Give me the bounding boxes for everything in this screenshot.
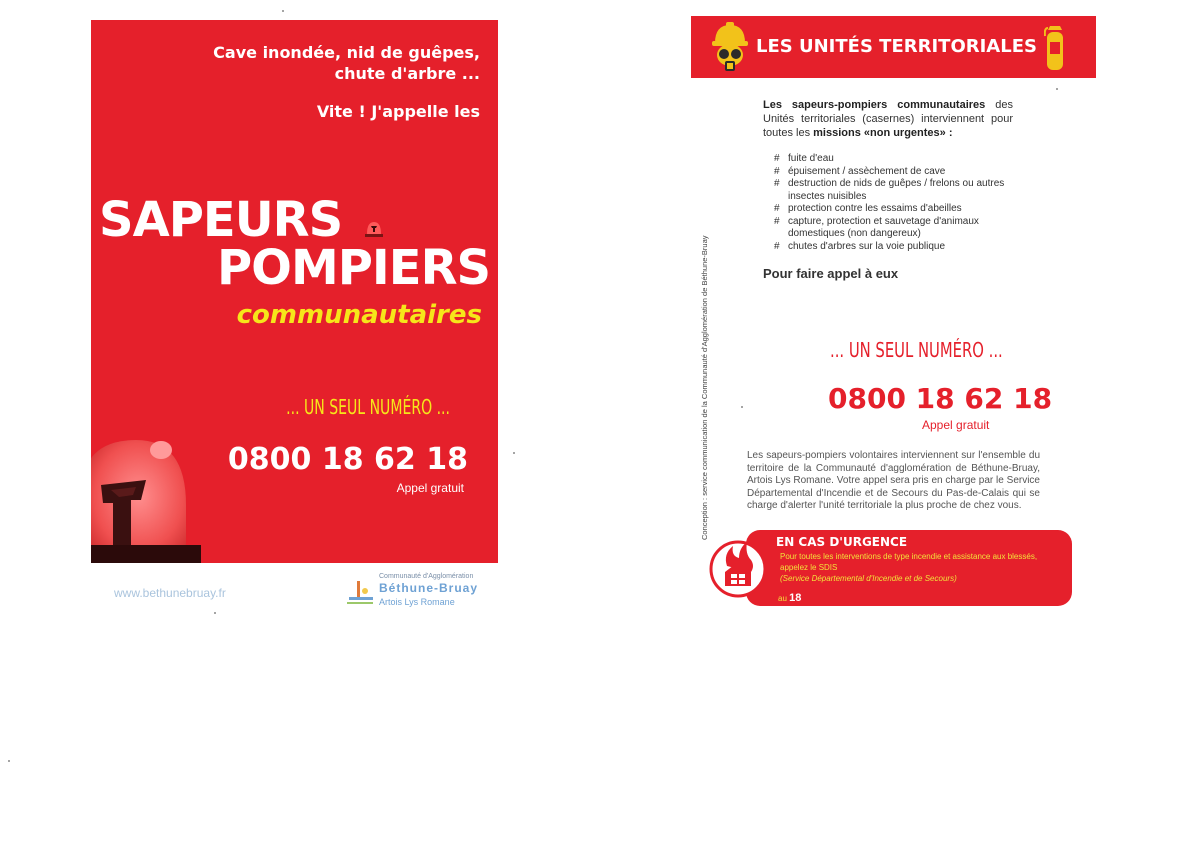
- intro-body: des Unités territoriales (casernes) interviennent pour toutes les: [763, 99, 1013, 139]
- cover-hook-line3: Vite ! J'appelle les: [316, 102, 480, 121]
- agglomeration-logo: [345, 573, 485, 613]
- cover-appel-gratuit: Appel gratuit: [396, 481, 464, 495]
- cover-title-communautaires: communautaires: [236, 300, 482, 330]
- logo-main-text: Béthune-Bruay: [379, 581, 479, 595]
- emergency-box: [746, 530, 1072, 606]
- seul-numero-heading: ... UN SEUL NUMÉRO ...: [830, 338, 1003, 362]
- emergency-number: 18: [789, 592, 802, 604]
- siren-icon: [91, 425, 201, 563]
- cover-seul-numero: ... UN SEUL NUMÉRO ...: [286, 395, 450, 419]
- appel-heading: Pour faire appel à eux: [763, 266, 899, 281]
- phone-number: 0800 18 62 18: [828, 382, 1053, 415]
- logo-small-text: Communauté d'Agglomération: [379, 573, 474, 580]
- emergency-instructions: Pour toutes les interventions de type incendie et assistance aux blessés, appelez le SDIS: [780, 552, 1038, 572]
- list-item: # chutes d'arbres sur la voie publique: [774, 241, 1019, 254]
- missions-list: [774, 153, 1019, 253]
- emergency-au: au: [778, 594, 787, 603]
- website-link[interactable]: www.bethunebruay.fr: [114, 586, 226, 600]
- cover-phone-number: 0800 18 62 18: [227, 442, 468, 477]
- list-item: # protection contre les essaims d'abeilles: [774, 203, 1019, 216]
- scan-speck: [214, 612, 216, 614]
- list-item: # épuisement / assèchement de cave: [774, 166, 1019, 179]
- cover-hook-line1: Cave inondée, nid de guêpes,: [213, 43, 480, 62]
- scan-speck: [282, 10, 284, 12]
- intro-bold-subject: Les sapeurs-pompiers communautaires: [763, 99, 986, 111]
- cover-hook: [213, 42, 480, 84]
- list-item: # capture, protection et sauvetage d'animaux domestiques (non dangereux): [774, 216, 1019, 241]
- cover-hook-line2: chute d'arbre ...: [334, 64, 480, 83]
- scan-speck: [1056, 88, 1058, 90]
- helmet-icon: [709, 21, 751, 73]
- cover-page: [91, 20, 498, 563]
- logo-mark-icon: [345, 577, 377, 607]
- volunteers-paragraph: Les sapeurs-pompiers volontaires interviennent sur l'ensemble du territoire de la Communauté d'agglomération de Béthune-Bruay, Artois Lys Romane. Votre appel sera pris en charge par le Service Départemental d'Incendie et de Secours du Pas-de-Calais qui se charge d'alerter l'unité territoriale la plus proche de chez vous.: [747, 450, 1040, 511]
- scan-speck: [741, 406, 743, 408]
- banner-title: LES UNITÉS TERRITORIALES: [756, 36, 1037, 57]
- appel-gratuit-label: Appel gratuit: [922, 418, 990, 432]
- emergency-sdis-name: (Service Départemental d'Incendie et de Secours): [780, 574, 957, 583]
- emergency-text: [780, 551, 1045, 584]
- emergency-number-line: [778, 592, 801, 604]
- list-item: # fuite d'eau: [774, 153, 1019, 166]
- cover-title-pompiers: POMPIERS: [217, 240, 491, 296]
- intro-bold-missions: missions «non urgentes» :: [813, 127, 953, 139]
- territorial-units-banner: [691, 16, 1096, 78]
- list-item: # destruction de nids de guêpes / frelons ou autres insectes nuisibles: [774, 178, 1019, 203]
- cover-title-sapeurs: SAPEURS: [99, 192, 343, 248]
- scan-speck: [513, 452, 515, 454]
- house-fire-icon: [709, 536, 767, 598]
- design-credit: Conception : service communication de la Communauté d'Agglomération de Béthune-Bruay: [700, 235, 709, 540]
- intro-paragraph: [763, 98, 1013, 140]
- emergency-title: EN CAS D'URGENCE: [776, 535, 908, 549]
- siren-icon: [363, 216, 385, 238]
- logo-sub-text: Artois Lys Romane: [379, 597, 455, 607]
- scan-speck: [8, 760, 10, 762]
- extinguisher-icon: [1044, 22, 1066, 72]
